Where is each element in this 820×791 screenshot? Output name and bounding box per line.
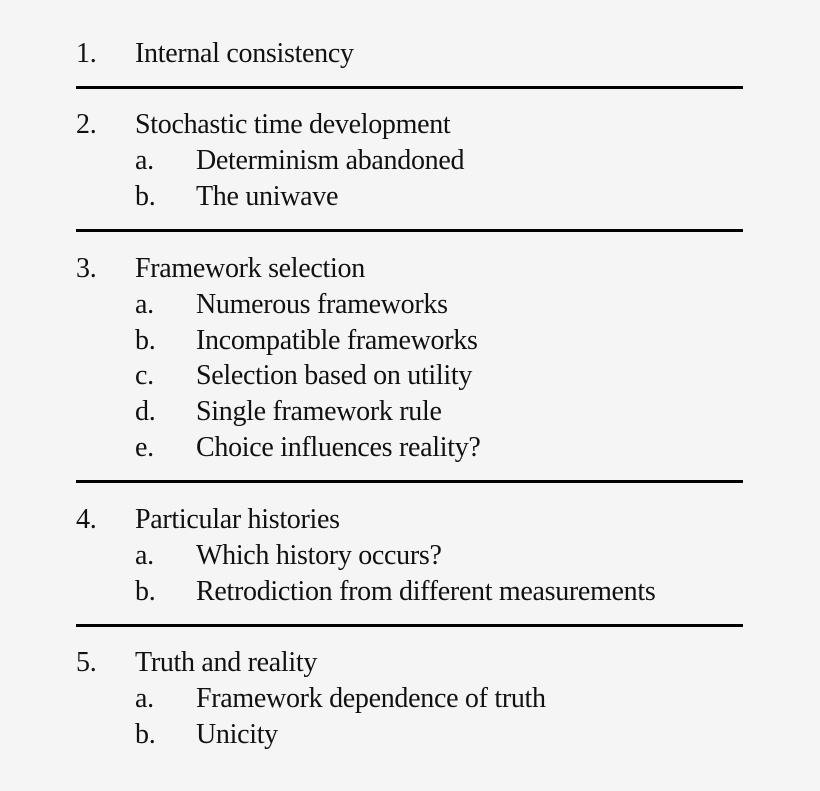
divider <box>76 229 743 232</box>
section-title: Stochastic time development <box>135 109 451 140</box>
section-title: Particular histories <box>135 504 340 535</box>
item-text: Framework dependence of truth <box>196 683 546 714</box>
item-label: b. <box>135 325 156 356</box>
item-label: b. <box>135 719 156 750</box>
item-text: Which history occurs? <box>196 540 442 571</box>
divider <box>76 86 743 89</box>
divider <box>76 624 743 627</box>
item-text: Numerous frameworks <box>196 289 448 320</box>
item-text: Unicity <box>196 719 278 750</box>
divider <box>76 480 743 483</box>
section-title: Internal consistency <box>135 38 354 69</box>
item-text: Single framework rule <box>196 396 442 427</box>
item-text: Choice influences reality? <box>196 432 481 463</box>
item-text: Retrodiction from different measurements <box>196 576 656 607</box>
item-label: e. <box>135 432 154 463</box>
section-number: 5. <box>76 647 97 678</box>
item-text: Selection based on utility <box>196 360 473 391</box>
section-title: Truth and reality <box>135 647 318 678</box>
section-number: 1. <box>76 38 97 69</box>
item-text: Incompatible frameworks <box>196 325 478 356</box>
section-number: 4. <box>76 504 97 535</box>
item-text: The uniwave <box>196 181 339 212</box>
item-label: d. <box>135 396 156 427</box>
item-label: a. <box>135 289 154 320</box>
item-label: b. <box>135 181 156 212</box>
section-number: 2. <box>76 109 97 140</box>
section-number: 3. <box>76 253 97 284</box>
item-label: c. <box>135 360 154 391</box>
item-label: a. <box>135 540 154 571</box>
item-label: b. <box>135 576 156 607</box>
section-title: Framework selection <box>135 253 365 284</box>
item-text: Determinism abandoned <box>196 145 465 176</box>
item-label: a. <box>135 683 154 714</box>
item-label: a. <box>135 145 154 176</box>
